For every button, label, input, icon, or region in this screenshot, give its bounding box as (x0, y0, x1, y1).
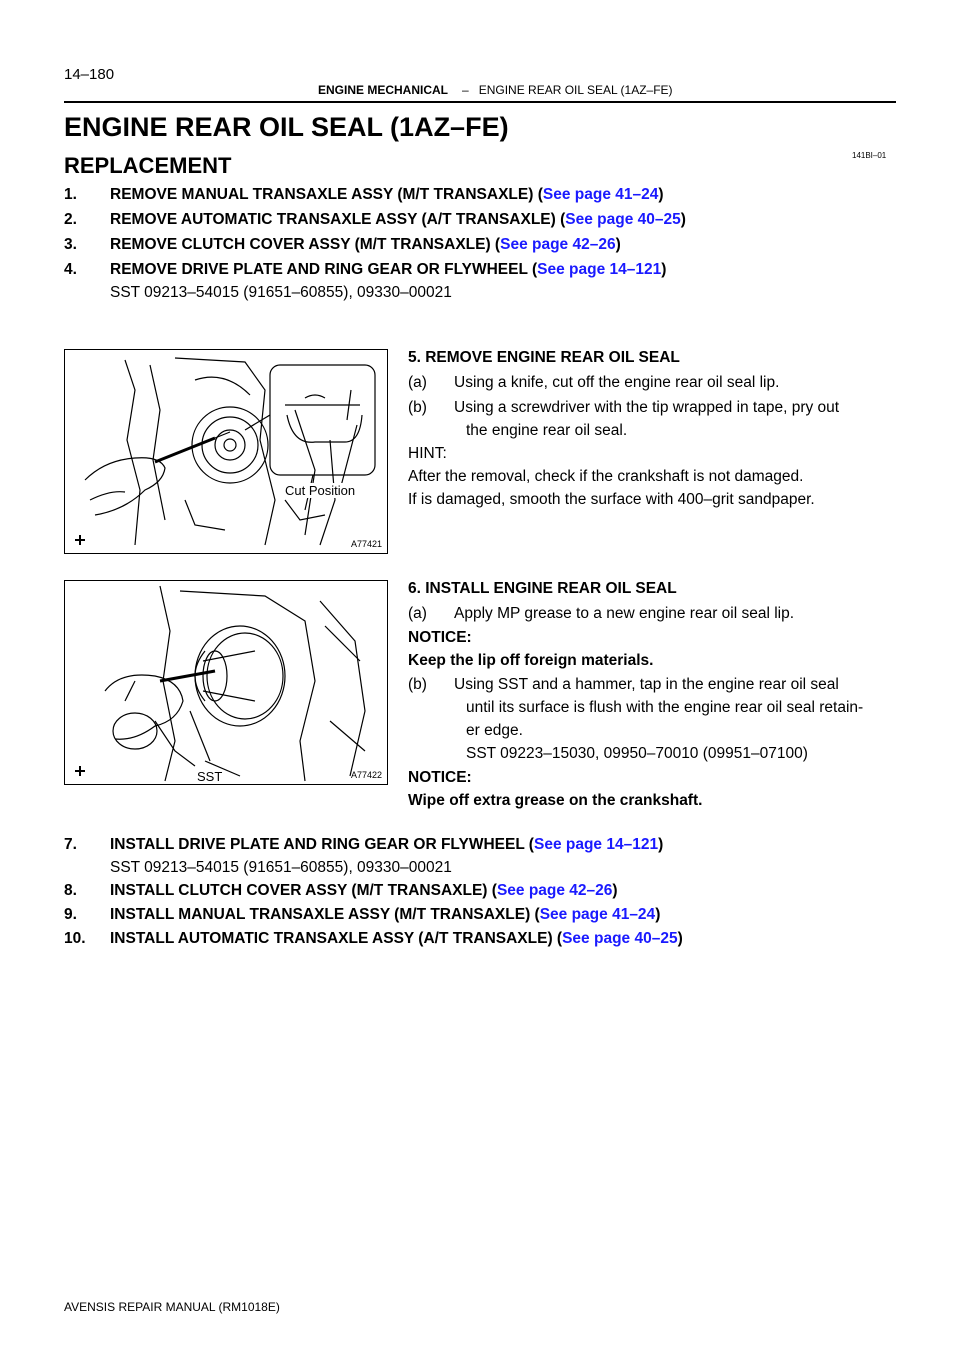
page-link[interactable]: See page 42–26 (500, 236, 616, 253)
page-footer: AVENSIS REPAIR MANUAL (RM1018E) (64, 1300, 280, 1314)
page-number: 14–180 (64, 66, 115, 83)
step6-heading: 6. INSTALL ENGINE REAR OIL SEAL (408, 580, 677, 597)
notice-text: Wipe off extra grease on the crankshaft. (408, 792, 703, 809)
page-title: ENGINE REAR OIL SEAL (1AZ–FE) (64, 112, 509, 142)
callout-label: SST (197, 769, 223, 784)
sst-line: SST 09223–15030, 09950–70010 (09951–07100) (466, 745, 808, 762)
step6-b: (b) Using SST and a hammer, tap in the engine rear oil seal (408, 676, 839, 693)
step-item: 8. INSTALL CLUTCH COVER ASSY (M/T TRANSAXLE) (See page 42–26) (64, 882, 618, 899)
step-item: 7. INSTALL DRIVE PLATE AND RING GEAR OR FLYWHEEL (See page 14–121) (64, 836, 664, 853)
hint-text: If is damaged, smooth the surface with 400–grit sandpaper. (408, 491, 815, 508)
hint-text: After the removal, check if the crankshaft is not damaged. (408, 468, 804, 485)
header-separator: – (462, 83, 469, 97)
step6-b-cont: until its surface is flush with the engine rear oil seal retain- (466, 699, 864, 716)
removal-illustration (65, 350, 387, 553)
step5-heading: 5. REMOVE ENGINE REAR OIL SEAL (408, 349, 680, 366)
step-item: 4. REMOVE DRIVE PLATE AND RING GEAR OR FLYWHEEL (See page 14–121) (64, 261, 667, 278)
header-subsection: ENGINE REAR OIL SEAL (1AZ–FE) (478, 83, 673, 97)
notice-text: Keep the lip off foreign materials. (408, 652, 654, 669)
figure-id: A77421 (351, 539, 383, 549)
figure-id: A77422 (351, 770, 383, 780)
install-illustration (65, 581, 387, 784)
page-subtitle: REPLACEMENT (64, 153, 232, 178)
step5-b: (b) Using a screwdriver with the tip wrapped in tape, pry out (408, 399, 840, 416)
doc-code: 141BI–01 (852, 151, 887, 160)
page-link[interactable]: See page 41–24 (542, 186, 659, 203)
page-link[interactable]: See page 40–25 (565, 211, 681, 228)
page-link[interactable]: See page 14–121 (533, 836, 659, 853)
step-item: 10. INSTALL AUTOMATIC TRANSAXLE ASSY (A/T TRANSAXLE) (See page 40–25) (64, 930, 683, 947)
step5-b-cont: the engine rear oil seal. (466, 422, 628, 439)
sst-line: SST 09213–54015 (91651–60855), 09330–00021 (110, 859, 452, 876)
step-item: 2. REMOVE AUTOMATIC TRANSAXLE ASSY (A/T TRANSAXLE) (See page 40–25) (64, 211, 686, 228)
header-rule (64, 101, 896, 103)
page-link[interactable]: See page 41–24 (539, 906, 656, 923)
step-item: 9. INSTALL MANUAL TRANSAXLE ASSY (M/T TRANSAXLE) (See page 41–24) (64, 906, 661, 923)
step-item: 3. REMOVE CLUTCH COVER ASSY (M/T TRANSAXLE) (See page 42–26) (64, 236, 621, 253)
notice-label: NOTICE: (408, 769, 472, 786)
figure-oil-seal-removal (64, 349, 388, 554)
page-link[interactable]: See page 40–25 (562, 930, 678, 947)
step6-a: (a) Apply MP grease to a new engine rear oil seal lip. (408, 605, 795, 622)
step5-a: (a) Using a knife, cut off the engine rear oil seal lip. (408, 374, 780, 391)
sst-line: SST 09213–54015 (91651–60855), 09330–00021 (110, 284, 452, 301)
running-header (318, 83, 673, 97)
header-section: ENGINE MECHANICAL (318, 83, 449, 97)
page-link[interactable]: See page 42–26 (496, 882, 613, 899)
callout-label: Cut Position (285, 483, 356, 498)
step6-b-cont: er edge. (466, 722, 523, 739)
figure-oil-seal-install (64, 580, 388, 785)
page-link[interactable]: See page 14–121 (537, 261, 662, 278)
notice-label: NOTICE: (408, 629, 472, 646)
hint-label: HINT: (408, 445, 447, 462)
step-item: 1. REMOVE MANUAL TRANSAXLE ASSY (M/T TRANSAXLE) (See page 41–24) (64, 186, 664, 203)
